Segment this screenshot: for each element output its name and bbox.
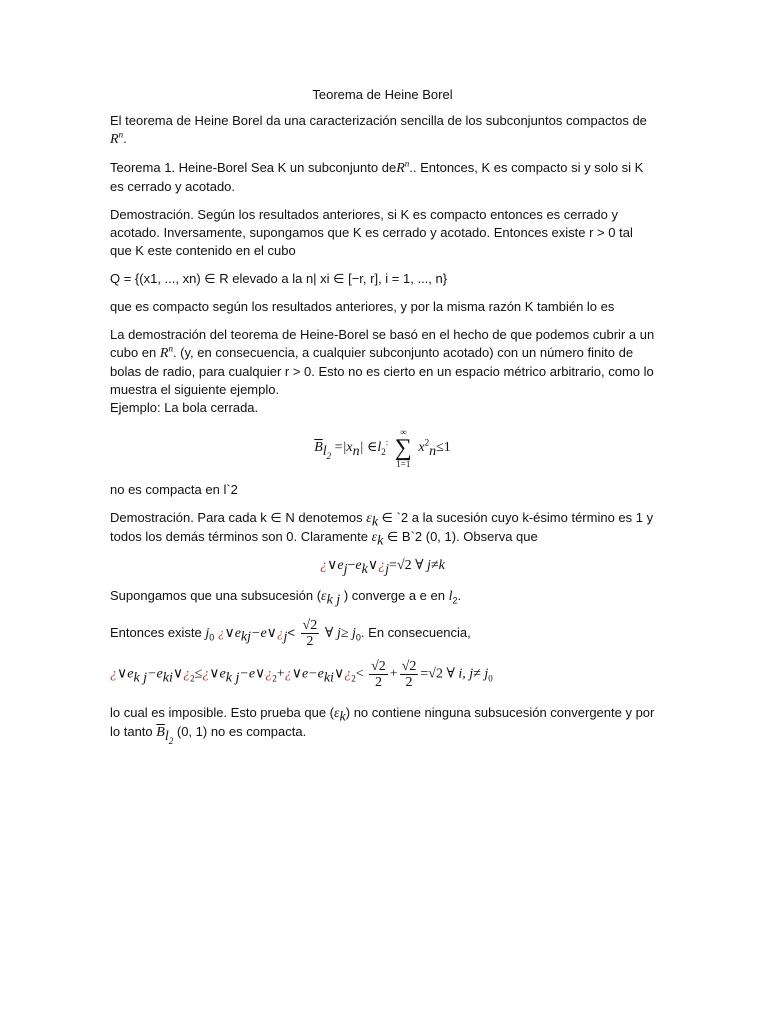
proof-paragraph: Demostración. Según los resultados anteriores, si K es compacto entonces es cerrado y acotado. Inversamente, supongamos que K es cerrado y acotado. Entonces existe r > 0 tal que K este contenido en el cubo	[110, 207, 633, 258]
intro-paragraph: El teorema de Heine Borel da una caracterización sencilla de los subconjuntos compactos de $R^n$.	[110, 113, 647, 147]
cube-definition: Q = {(x1, ..., xn) ∈ R elevado a la n| xi ∈ [−r, r], i = 1, ..., n}	[110, 271, 448, 286]
not-compact-line: no es compacta en l`2	[110, 482, 238, 497]
summation: ∞ ∑ 1=1	[394, 427, 412, 469]
sqrt2-over-2: $\frac{√2}{2}$	[371, 659, 386, 690]
heine-borel-paragraph: La demostración del teorema de Heine-Borel se basó en el hecho de que podemos cubrir a un cubo en $R^n$. (y, en consecuencia, a cualquier subconjunto acotado) con un número finito de bolas de radio, para cualquier r > 0. Esto no es cierto en un espacio métrico arbitrario, como lo muestra el siguiente ejemplo.	[110, 327, 655, 397]
document-content	[110, 86, 655, 752]
inequality-chain: ¿$\vee e_{k j}-e_{ki}\vee¿_2\le¿\vee e_{k j}-e\vee¿_2+¿\vee e-e_{ki}\vee¿_2<$ $\frac{√2}{2}$ + $\frac{√2}{2}$ =√2 ∀ i, $j\ne j_0$	[110, 659, 493, 690]
rn-symbol: $R^n$	[396, 158, 410, 176]
conclusion-paragraph: lo cual es imposible. Esto prueba que $(\varepsilon_k)$ no contiene ninguna subsucesión convergente y por lo tanto $\overline{B}_{l_2}$ (0, 1) no es compacta.	[110, 705, 655, 746]
compact-sentence: que es compacto según los resultados anteriores, y por la misma razón K también lo es	[110, 299, 615, 314]
rn-symbol: $R^n$	[159, 343, 173, 361]
sqrt2-over-2: $\frac{√2}{2}$	[401, 659, 417, 690]
exists-paragraph: Entonces existe $j_0$ ¿$\vee e_{kj}-e\vee¿_j<$ $\frac{√2}{2}$ ∀ $j\ge j_0$. En consecuencia,	[110, 618, 471, 649]
proof2-paragraph: Demostración. Para cada k ∈ N denotemos $\varepsilon_k$ ∈ `2 a la sucesión cuyo k-ésimo término es 1 y todos los demás términos son 0. Claramente $\varepsilon_k$ ∈ B`2 (0, 1). Observa que	[110, 510, 654, 549]
sqrt2-over-2: $\frac{√2}{2}$	[302, 618, 318, 649]
example-heading: Ejemplo: La bola cerrada.	[110, 400, 259, 415]
subsequence-paragraph: Supongamos que una subsucesión ($\varepsilon_{k j}$ ) converge a e en $l_2$.	[110, 588, 462, 608]
rn-symbol: $R^n$	[110, 129, 124, 147]
distance-equation: ¿$\vee e_j-e_k\vee¿_j=√2$ ∀ j≠k	[320, 558, 445, 577]
closed-ball-equation: $\overline{B}_{l_2} =|x_n|$ $\in l_2^:$ ∞ ∑ 1=1 $x^2_n\le 1$	[314, 427, 451, 469]
theorem-paragraph: Teorema 1. Heine-Borel Sea K un subconjunto deR$^n$.. Entonces, K es compacto si y solo si K es cerrado y acotado.	[110, 158, 644, 194]
document-title: Teorema de Heine Borel	[312, 87, 453, 102]
